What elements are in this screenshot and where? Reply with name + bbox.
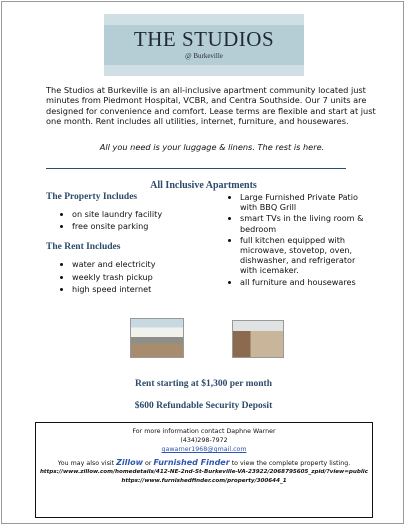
patio-photo	[130, 318, 184, 358]
list-item: • on site laundry facility	[72, 209, 216, 219]
page-subtitle: @ Burkeville	[185, 52, 223, 60]
list-item: • free onsite parking	[72, 221, 216, 231]
rent-includes-heading: The Rent Includes	[46, 242, 121, 253]
contact-box	[35, 422, 373, 518]
title-banner-inner	[104, 25, 304, 65]
left-column	[46, 192, 216, 296]
list-item: • smart TVs in the living room & bedroom	[240, 213, 373, 233]
security-deposit: $600 Refundable Security Deposit	[134, 401, 273, 411]
section-heading-all-inclusive: All Inclusive Apartments	[150, 180, 257, 191]
property-list	[46, 209, 216, 231]
list-item: • weekly trash pickup	[72, 272, 216, 282]
tagline: All you need is your luggage & linens. The rest is here.	[99, 142, 325, 152]
patio-grill-photo	[232, 320, 284, 358]
contact-name: For more information contact Daphne Warner	[132, 428, 276, 435]
property-heading: The Property Includes	[46, 192, 138, 202]
rent-includes-list	[46, 259, 216, 294]
listing-sentence	[36, 458, 372, 468]
title-banner	[104, 14, 304, 76]
furnished-finder-link[interactable]: Furnished Finder	[153, 458, 230, 467]
page-title: THE STUDIOS	[133, 27, 275, 51]
furnished-finder-url[interactable]: https://www.furnishedfinder.com/property/300644_1	[121, 478, 287, 484]
list-item: • full kitchen equipped with microwave, stovetop, oven, dishwasher, and refrigerator with icemaker.	[240, 235, 373, 276]
contact-phone: (434)298-7972	[180, 437, 228, 444]
divider-line	[46, 168, 346, 169]
features-list	[228, 192, 373, 287]
intro-paragraph: The Studios at Burkeville is an all-inclusive apartment community located just minutes from Piedmont Hospital, VCBR, and Centra Southside. Our 7 units are designed for convenience and comfort. Lease terms are flexible and start at just one month. Rent includes all utilities, internet, furniture, and housewares.	[46, 85, 376, 126]
zillow-link[interactable]: Zillow	[116, 458, 144, 467]
contact-email-link[interactable]: gawarner1968@gmail.com	[161, 446, 247, 453]
rent-price: Rent starting at $1,300 per month	[134, 379, 273, 389]
list-item: • high speed internet	[72, 284, 216, 294]
list-item: • Large Furnished Private Patio with BBQ Grill	[240, 192, 373, 212]
visit-prefix: You may also visit	[57, 460, 115, 467]
zillow-url[interactable]: https://www.zillow.com/homedetails/412-NE-2nd-St-Burkeville-VA-23922/2068795605_zpid/?view=public	[39, 469, 369, 475]
right-column	[228, 192, 373, 288]
visit-suffix: to view the complete property listing.	[231, 460, 351, 467]
list-item: • all furniture and housewares	[240, 277, 373, 287]
list-item: • water and electricity	[72, 259, 216, 269]
visit-or: or	[145, 460, 152, 467]
